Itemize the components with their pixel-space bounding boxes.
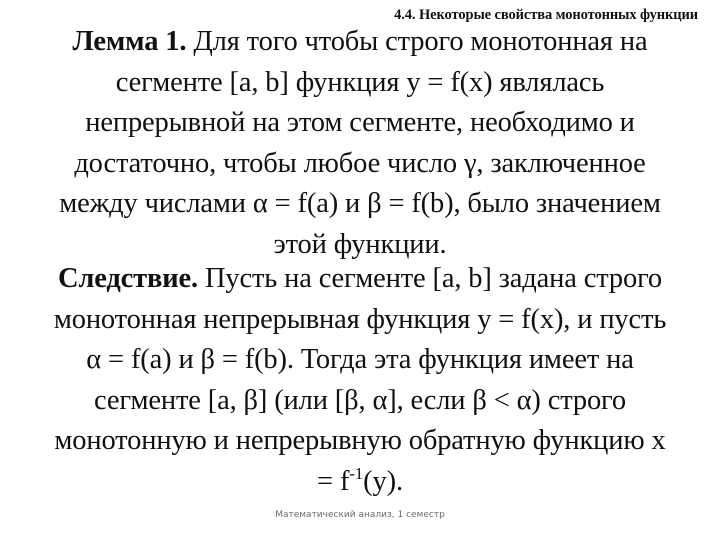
corollary-label: Следствие. xyxy=(57,263,198,294)
inverse-superscript: -1 xyxy=(349,463,364,483)
slide-footer: Математический анализ, 1 семестр xyxy=(275,510,445,520)
lemma-line-text: Для того чтобы строго монотонная на xyxy=(186,26,648,57)
lemma-line: этой функции. xyxy=(273,228,447,260)
lemma-block xyxy=(6,22,714,265)
lemma-line: непрерывной на этом сегменте, необходимо и xyxy=(85,107,635,138)
corollary-line: α = f(a) и β = f(b). Тогда эта функция имеет на xyxy=(86,344,634,375)
inverse-suffix: (y). xyxy=(363,465,403,497)
corollary-line xyxy=(6,259,714,300)
lemma-line xyxy=(6,22,714,63)
lemma-label: Лемма 1. xyxy=(72,26,187,57)
corollary-line: монотонную и непрерывную обратную функцию x xyxy=(54,425,666,456)
corollary-final-line xyxy=(6,462,714,503)
corollary-line-text: Пусть на сегменте [a, b] задана строго xyxy=(197,263,662,294)
corollary-block xyxy=(6,259,714,502)
lemma-line: достаточно, чтобы любое число γ, заключенное xyxy=(74,147,646,179)
section-header: 4.4. Некоторые свойства монотонных функции xyxy=(394,7,698,23)
lemma-line: сегменте [a, b] функция y = f(x) являлась xyxy=(115,66,605,98)
lemma-line: между числами α = f(a) и β = f(b), было значением xyxy=(59,188,661,219)
corollary-line: монотонная непрерывная функция y = f(x), и пусть xyxy=(53,303,667,335)
corollary-line: сегменте [a, β] (или [β, α], если β < α) строго xyxy=(93,384,626,416)
inverse-prefix: = f xyxy=(317,465,350,497)
